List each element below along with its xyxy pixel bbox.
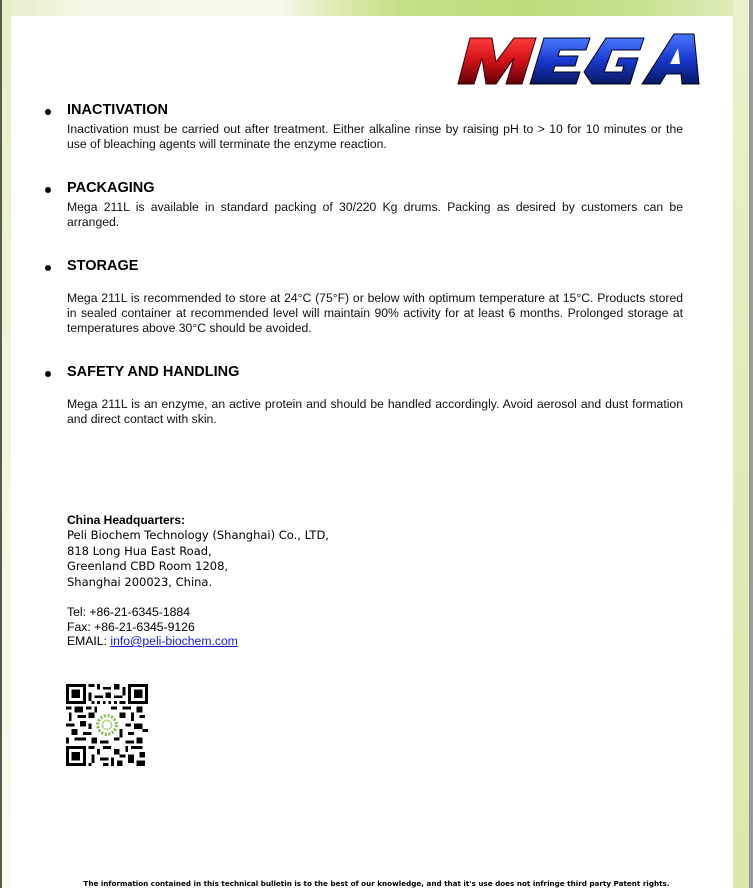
section-body: Mega 211L is an enzyme, an active protein and should be handled accordingly. Avoid aerosol and dust formation and direct contact with skin.	[67, 397, 683, 426]
email-row	[67, 634, 238, 649]
page-frame-right	[733, 0, 753, 888]
email-label: EMAIL:	[67, 634, 111, 648]
section-heading: PACKAGING	[67, 180, 155, 196]
section-heading: STORAGE	[67, 258, 139, 274]
address-line: Greenland CBD Room 1208,	[67, 559, 229, 574]
address-block	[67, 513, 329, 590]
page-frame-left	[0, 0, 11, 888]
fax-text: Fax: +86-21-6345-9126	[67, 619, 195, 634]
bullet-icon	[45, 371, 51, 377]
address-line: Peli Biochem Technology (Shanghai) Co., LTD,	[67, 528, 329, 543]
page-frame-top	[0, 0, 753, 16]
email-link[interactable]: info@peli-biochem.com	[110, 634, 238, 648]
footer-disclaimer: The information contained in this technical bulletin is to the best of our knowledge, and that it's use does not infringe third party Patent rights.	[83, 879, 670, 888]
bullet-icon	[45, 109, 51, 115]
contact-block	[67, 605, 238, 649]
section-body: Mega 211L is recommended to store at 24°C (75°F) or below with optimum temperature at 15°C. Products stored in sealed container at recommended level will maintain 90% activity for at least 6 months. Prolonged storage at temperatures above 30°C should be avoided.	[67, 291, 683, 335]
address-line: Shanghai 200023, China.	[67, 574, 213, 589]
section-body: Mega 211L is available in standard packing of 30/220 Kg drums. Packing as desired by customers can be arranged.	[67, 200, 683, 229]
section-heading: INACTIVATION	[67, 102, 168, 118]
qr-code-icon	[66, 684, 148, 766]
address-title: China Headquarters:	[67, 513, 186, 527]
section-body: Inactivation must be carried out after treatment. Either alkaline rinse by raising pH to > 10 for 10 minutes or the use of bleaching agents will terminate the enzyme reaction.	[67, 122, 683, 151]
bullet-icon	[45, 187, 51, 193]
address-line: 818 Long Hua East Road,	[67, 543, 212, 558]
tel-text: Tel: +86-21-6345-1884	[67, 605, 190, 619]
section-heading: SAFETY AND HANDLING	[67, 364, 240, 380]
bullet-icon	[45, 265, 51, 271]
mega-logo	[456, 32, 701, 88]
